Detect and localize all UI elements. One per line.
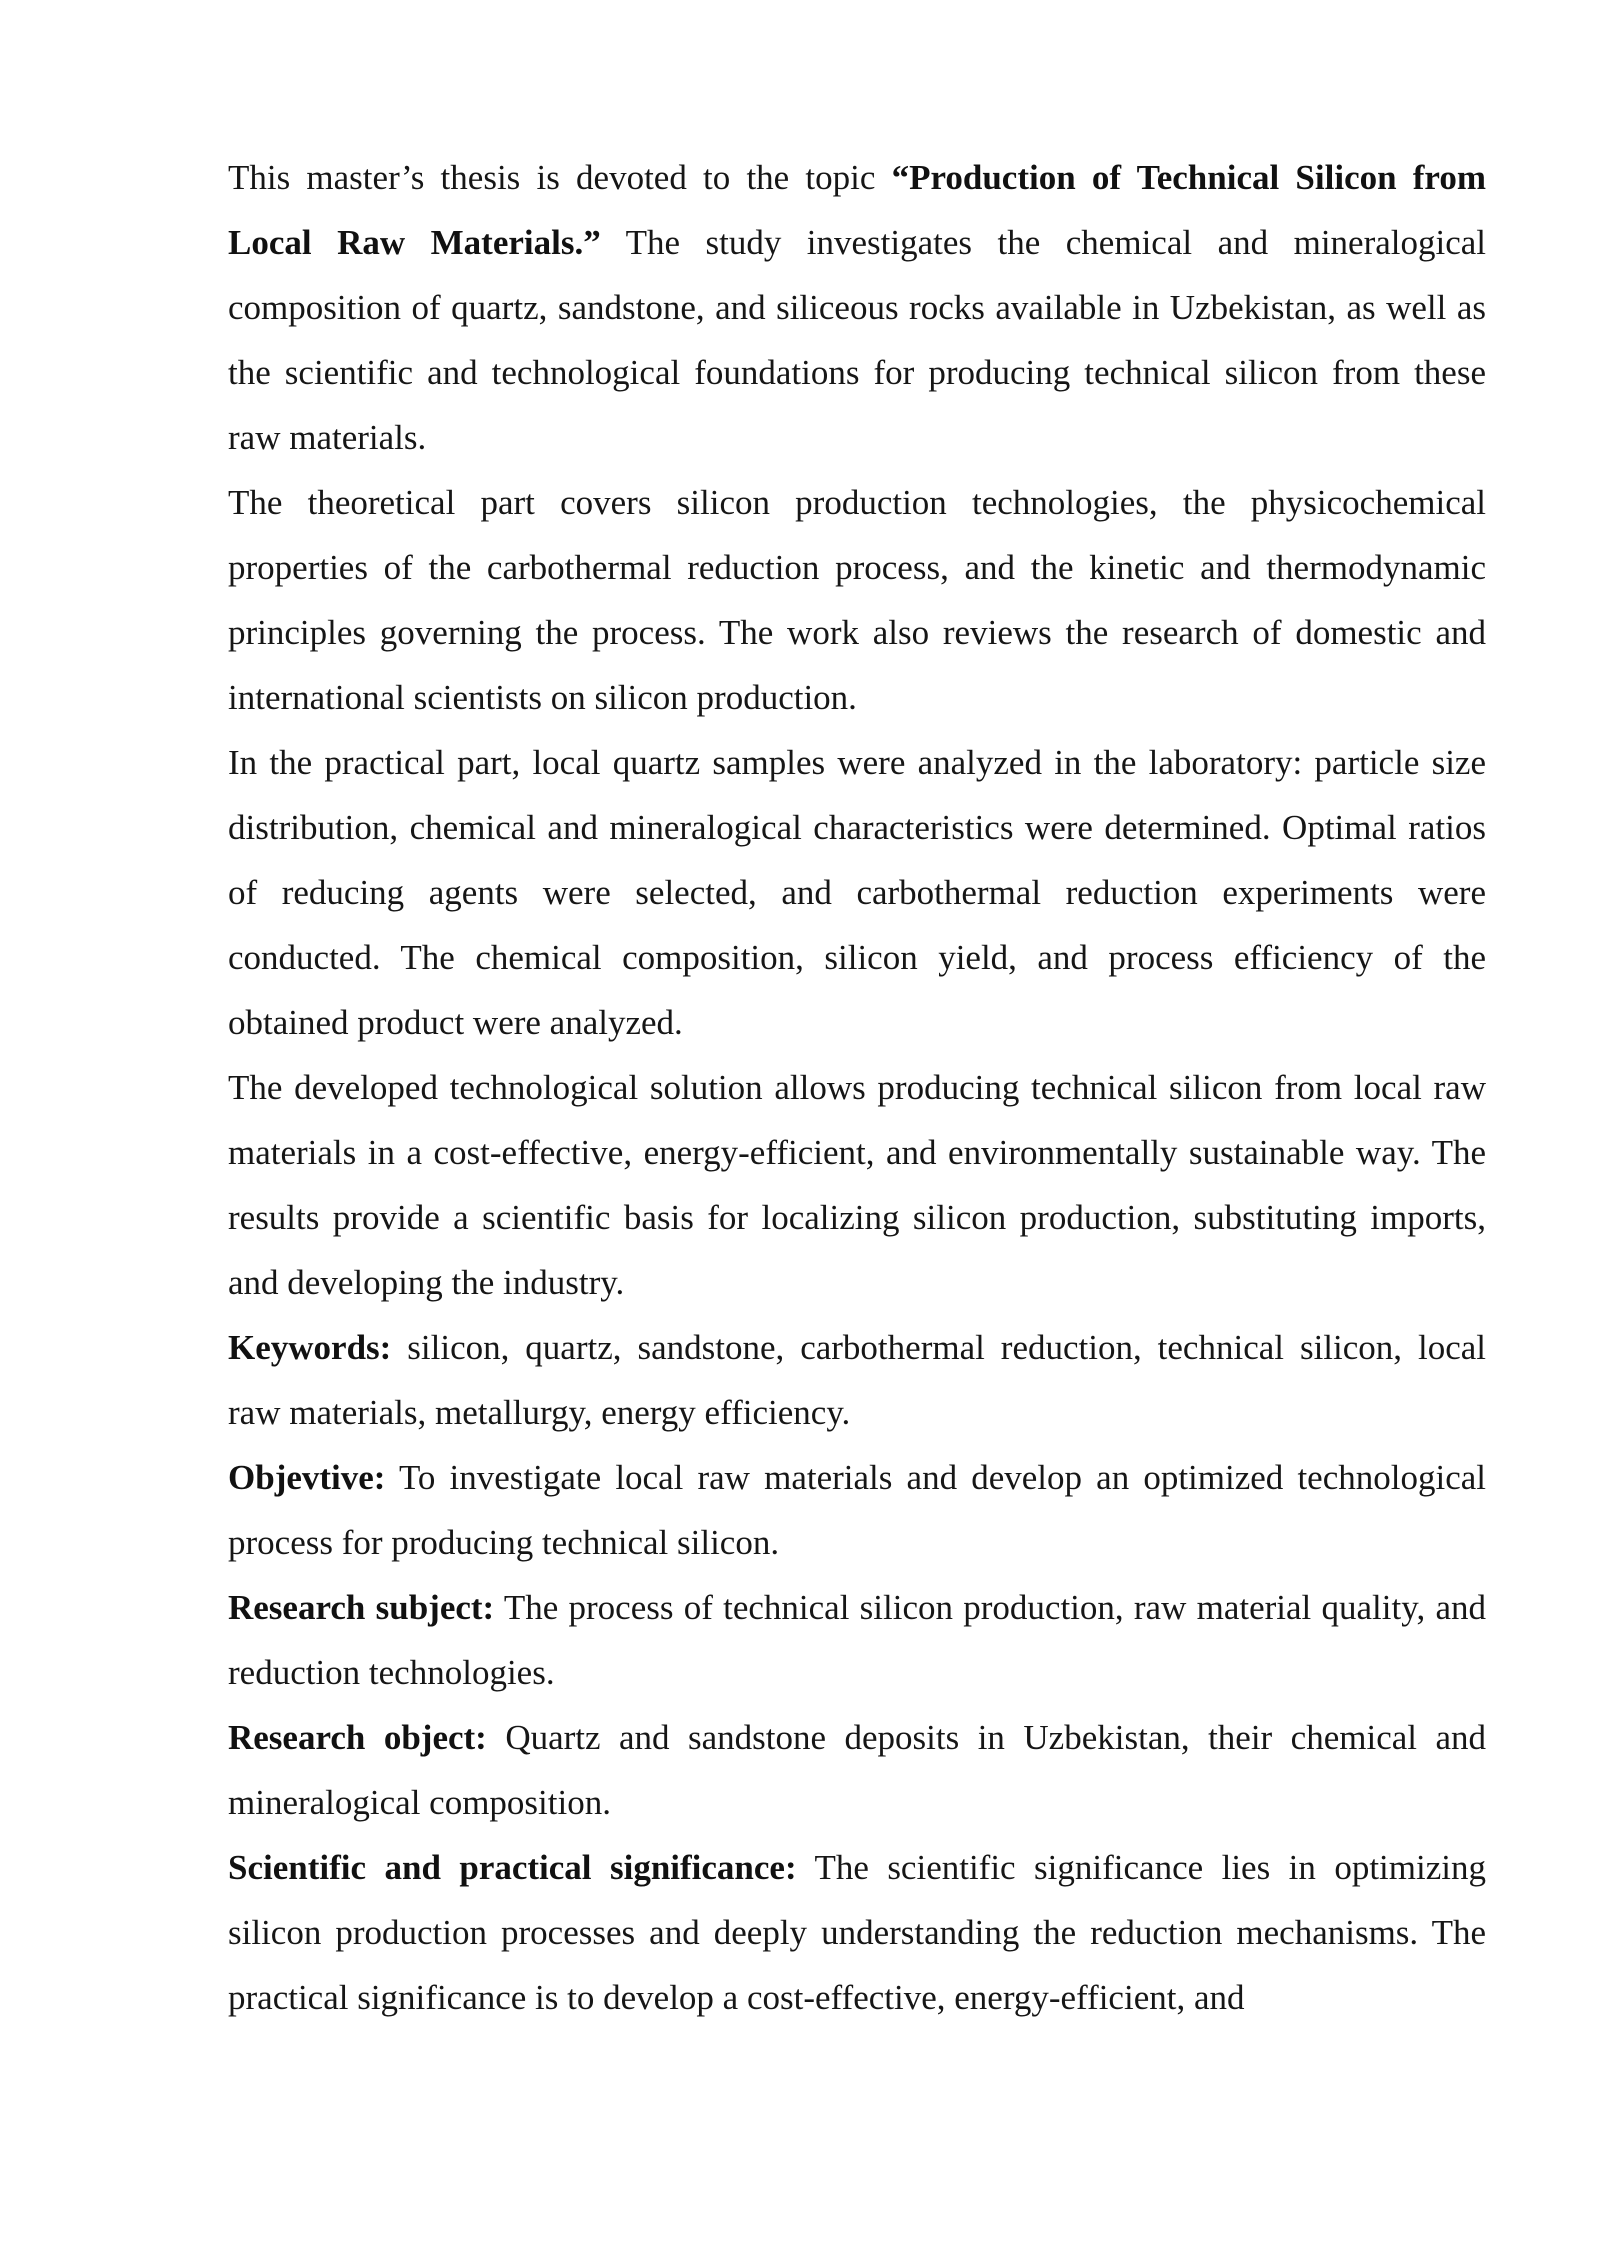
thesis-topic: “Production of Technical Silicon from Local Raw Materials.” <box>228 158 1486 262</box>
keywords-paragraph <box>228 1315 1486 1445</box>
significance-label: Scientific and practical significance: <box>228 1848 797 1887</box>
solution-paragraph: The developed technological solution allows producing technical silicon from local raw materials in a cost-effective, energy-efficient, and environmentally sustainable way. The results provide a scientific basis for localizing silicon production, substituting imports, and developing the industry. <box>228 1068 1486 1302</box>
research-subject-paragraph <box>228 1575 1486 1705</box>
intro-paragraph <box>228 145 1486 470</box>
practical-paragraph: In the practical part, local quartz samples were analyzed in the laboratory: particle size distribution, chemical and mineralogical characteristics were determined. Optimal ratios of reducing agents were selected, and carbothermal reduction experiments were conducted. The chemical composition, silicon yield, and process efficiency of the obtained product were analyzed. <box>228 743 1486 1042</box>
objective-paragraph <box>228 1445 1486 1575</box>
intro-text-after: The study investigates the chemical and mineralogical composition of quartz, sandstone, and siliceous rocks available in Uzbekistan, as well as the scientific and technological foundations for producing technical silicon from these raw materials. <box>228 223 1487 457</box>
keywords-label: Keywords: <box>228 1328 392 1367</box>
objective-label: Objevtive: <box>228 1458 386 1497</box>
research-object-label: Research object: <box>228 1718 487 1757</box>
intro-text-before: This master’s thesis is devoted to the topic <box>228 158 892 197</box>
research-object-paragraph <box>228 1705 1486 1835</box>
objective-text: To investigate local raw materials and develop an optimized technological process for producing technical silicon. <box>228 1458 1486 1562</box>
document-page <box>228 145 1486 2030</box>
keywords-text: silicon, quartz, sandstone, carbothermal reduction, technical silicon, local raw materials, metallurgy, energy efficiency. <box>228 1328 1486 1432</box>
significance-text: The scientific significance lies in optimizing silicon production processes and deeply understanding the reduction mechanisms. The practical significance is to develop a cost-effective, energy-efficient, and <box>228 1848 1486 2017</box>
theoretical-paragraph: The theoretical part covers silicon production technologies, the physicochemical properties of the carbothermal reduction process, and the kinetic and thermodynamic principles governing the process. The work also reviews the research of domestic and international scientists on silicon production. <box>228 483 1486 717</box>
research-object-text: Quartz and sandstone deposits in Uzbekistan, their chemical and mineralogical composition. <box>228 1718 1486 1822</box>
research-subject-label: Research subject: <box>228 1588 495 1627</box>
research-subject-text: The process of technical silicon production, raw material quality, and reduction technologies. <box>228 1588 1486 1692</box>
significance-paragraph <box>228 1835 1486 2030</box>
